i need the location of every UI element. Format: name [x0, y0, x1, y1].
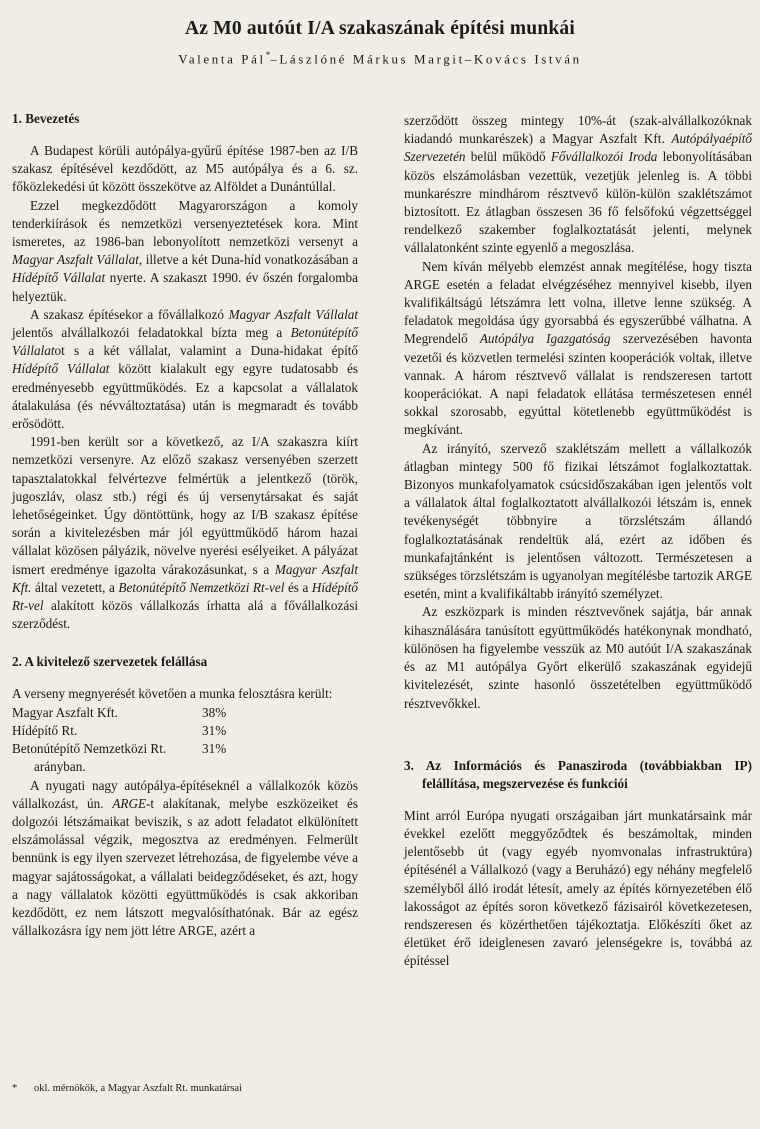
- footnote-marker: *: [265, 50, 271, 60]
- section-3-heading: 3. Az Információs és Panasziroda (továbbiakban IP) felállítása, megszervezése és funkciói: [404, 757, 752, 791]
- s2-paragraph-4: [404, 258, 752, 440]
- italic-run: Magyar Aszfalt Vállalat: [228, 306, 358, 322]
- text-run: 1991-ben került sor a következő, az I/A szakaszra kiírt nemzetközi versenyre. Az előző szakasz versenyében szerzett tapasztalatokkal felvértezve felmértük a jelentkező (török, jugoszláv, olasz stb.) régi és új versenytársakat és saját lehetőségeinket. Úgy döntöttünk, hogy az I/B szakasz építése során a kivitelezésben már jól együttműködő három hazai vállalat közösen pályázik, növelve nyerési esélyeiket. A pályázat ismert eredménye igazolta várakozásunkat, s a: [12, 434, 358, 577]
- s2-paragraph-2: [12, 777, 358, 941]
- italic-run: Autópálya Igazgatóság: [479, 331, 611, 347]
- s1-paragraph-4: [12, 433, 358, 633]
- s2-paragraph-6: Az eszközpark is minden résztvevőnek sajátja, bár annak kihasználására tanúsított együttműködés hatékonynak mondható, különösen ha figyelembe vesszük az M0 autóút I/A szakaszának és az M1 autópálya Győrt elkerülő szakaszának egyidejű kivitelezését, szinte hasonló összetételben együttműködő résztvevőkkel.: [404, 604, 752, 711]
- paper-title: Az M0 autóút I/A szakaszának építési munkái: [185, 18, 575, 39]
- company-name: Magyar Aszfalt Kft.: [12, 704, 118, 720]
- left-column: [12, 98, 358, 940]
- text-run: A nyugati nagy autópálya-építéseknél a vállalkozók közös vállalkozást, ún.: [12, 777, 358, 811]
- text-run: jelentős alvállalkozói feladatokkal bízta meg a: [12, 325, 291, 341]
- text-run: A szakasz építésekor a fővállalkozó: [30, 306, 229, 322]
- s3-paragraph-1: Mint arról Európa nyugati országaiban járt munkatársaink már évekkel ezelőtt meggyőződtek és beszámoltak, minden jelentősebb út (vagy egyéb nyomvonalas infrastruktúra) építésénél a Vállalkozó (vagy a Beruházó) egy néhány megfelelő személyből álló irodát létesít, amely az építés környezetében élő lakosságot az építés soron következő fázisairól következetesen, rendszeresen és közérthetően tájékoztatja. Előkészíti őket az életüket érő ideiglenesen zavaró jelenségekre is, továbbá az építéssel: [404, 807, 752, 969]
- text-run: szerződött összeg mintegy 10%-át (szak-alvállalkozóknak kiadandó munkarészek) a Magyar Aszfalt Kft.: [404, 113, 752, 147]
- italic-run: Fővállalkozói Iroda: [550, 149, 658, 165]
- text-run: Nem kíván mélyebb elemzést annak megítélése, hogy tiszta ARGE esetén a feladat elvégzéséhez mennyivel kisebb, ilyen kvalifikáltságú létszámra lett volna, illetve lenne szükség. A feladatok megoldása úgy gyorsabbá és egyszerűbbé válhatna. A Megrendelő: [404, 258, 752, 347]
- footnote: [12, 1082, 358, 1095]
- s1-paragraph-1: A Budapest körüli autópálya-gyűrű építése 1987-ben az I/B szakasz építésével kezdődött, az M5 autópálya és a 6. sz. főközlekedési út között összekötve az Alföldet a Dunántúllal.: [12, 143, 358, 195]
- italic-run: Magyar Aszfalt Kft.: [12, 561, 359, 595]
- s2-intro: A verseny megnyerését követően a munka felosztásra került:: [12, 686, 333, 702]
- italic-run: ARGE: [112, 795, 147, 811]
- italic-run: Hídépítő Vállalat: [12, 361, 110, 377]
- text-run: alakított közös vállalkozás írhatta alá a fővállalkozási szerződést.: [12, 598, 358, 632]
- italic-run: Autópályaépítő Szervezetén: [404, 131, 752, 165]
- text-run: által vezetett, a: [31, 579, 119, 595]
- italic-run: Hídépítő Vállalat: [12, 270, 106, 286]
- s2-paragraph-3: [404, 112, 752, 258]
- text-run: nyerte. A szakaszt 1990. év őszén forgalomba helyeztük.: [12, 270, 358, 304]
- allocation-tail: arányban.: [34, 759, 86, 775]
- text-run: szervezésében havonta vezetői és közvetlen termelési szinten kooperációk voltak, illetve vannak. A három résztvevő vállalat is rendszeresen tartott kooperációkat. A napi feladatok ellátása természetesen ennél sokkal szorosabb, egyúttal kötetlenebb együttműködést is megkívánt.: [404, 331, 752, 438]
- right-column: [404, 112, 752, 971]
- italic-run: Betonútépítő Vállalat: [12, 325, 358, 359]
- company-name: Betonútépítő Nemzetközi Rt.: [12, 741, 167, 757]
- italic-run: Magyar Aszfalt Vállalat,: [12, 252, 143, 268]
- allocation-row: [12, 740, 358, 758]
- footnote-mark: *: [12, 1083, 18, 1094]
- italic-run: Betonútépítő Nemzetközi Rt-vel: [118, 579, 285, 595]
- text-run: és a: [284, 579, 312, 595]
- allocation-row: [12, 722, 358, 740]
- s2-paragraph-5: Az irányító, szervező szaklétszám mellett a vállalkozók átlagban mintegy 500 fő fizikai létszámot foglalkoztattak. Bizonyos munkafolyamatok csúcsidőszakában igen jelentős volt a vállalatok által foglalkoztatott alvállalkozói létszám is, ennek tevékenységét többnyire a törzslétszám állandó foglalkoztatásának rendeltük alá, ezért az időben és munkafajtánként is jelentősen változott. Természetesen a szükséges törzslétszám is ugyanolyan megítélésbe tartozik ARGE esetén, mint a kvalifikáltabb irányító személyzet.: [404, 440, 752, 602]
- footnote-text: okl. mérnökök, a Magyar Aszfalt Rt. munkatársai: [34, 1083, 242, 1094]
- company-share: 31%: [202, 741, 227, 757]
- company-name: Hídépítő Rt.: [12, 722, 78, 738]
- company-share: 31%: [202, 722, 227, 738]
- text-run: lebonyolításában közös elszámolásban vezettük, vezetjük jelenleg is. A többi munkarészre mindhárom résztvevő külön-külön szaklétszámot biztosított. Ez átlagban összesen 36 fő felsőfokú végzettséggel rendelkező szakember foglalkoztatását jelenti, melynek vállalatonként szinte egyenlő a megoszlása.: [404, 149, 752, 256]
- author-first: Valenta Pál: [178, 51, 266, 67]
- text-run: -t alakítanak, melybe eszközeiket és dolgozói létszámaikat beviszik, s az adott feladatot elkülönített elszámolással végzik, megosztva az eredményen. Felmerült bennünk is egy ilyen szervezet létrehozása, de figyelembe véve a magyar sajátosságokat, a vállalati beidegződéseket, és azt, hogy a nagy vállalatok közötti együttműködés is csak akkoriban kezdődött, ez nem látszott megvalósíthatónak. Bár az egész vállalkozásra így nem jött létre ARGE, azért a: [12, 795, 358, 939]
- italic-run: Hídépítő Rt-vel: [12, 579, 358, 614]
- s1-paragraph-2: [12, 197, 358, 306]
- text-run: belül működő: [465, 149, 551, 165]
- author-rest: –Lászlóné Márkus Margit–Kovács István: [270, 51, 582, 67]
- allocation-list: [12, 704, 358, 777]
- section-2-heading: 2. A kivitelező szervezetek felállása: [12, 654, 208, 670]
- company-share: 38%: [202, 704, 227, 720]
- text-run: ot s a két vállalat, valamint a Duna-hidakat építő: [54, 343, 358, 359]
- section-1-heading: 1. Bevezetés: [12, 111, 80, 126]
- s1-paragraph-3: [12, 306, 358, 433]
- text-run: Ezzel megkezdődött Magyarországon a komoly tenderkiírások és nemzetközi versenyeztetések kora. Mint ismeretes, az 1986-ban lebonyolított nemzetközi versenyt a: [12, 197, 358, 250]
- text-run: illetve a két Duna-híd vonatkozásában a: [142, 252, 358, 268]
- text-run: között kialakult egy egyre tudatosabb és eredményesebb együttműködés. Ez a kapcsolat a vállalatok átalakulása (és névváltoztatása) után is megmaradt és tovább erősödött.: [12, 361, 358, 432]
- author-line: [0, 50, 760, 67]
- allocation-row: [12, 704, 358, 722]
